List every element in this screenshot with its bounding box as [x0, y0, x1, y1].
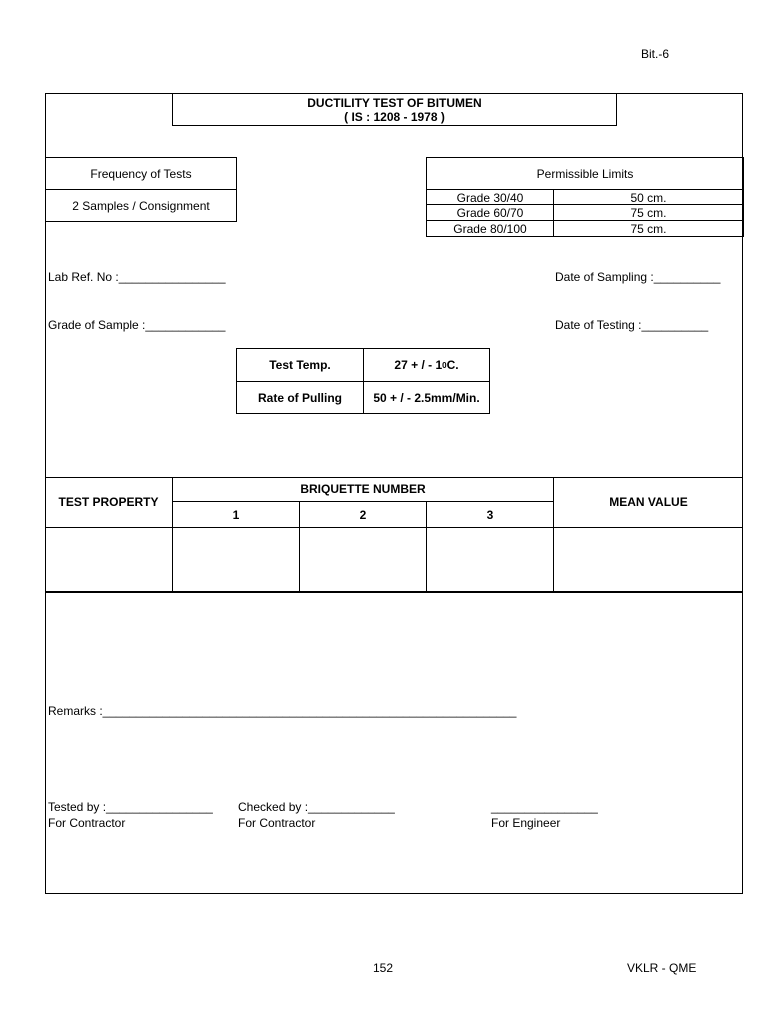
engineer-for-label: For Engineer [491, 816, 561, 830]
limits-label-box [426, 157, 744, 190]
page-number: 152 [373, 961, 394, 975]
limit-value-1: 50 cm. [630, 190, 667, 205]
test-temp-value: 27 + / - 1 0 C. [394, 358, 459, 372]
result-property-cell[interactable] [46, 528, 172, 591]
briquette-col-3: 3 [486, 507, 494, 522]
briquette-header: BRIQUETTE NUMBER [300, 482, 426, 496]
limit-value-2: 75 cm. [630, 205, 667, 220]
result-briquette-3-cell[interactable] [427, 528, 553, 591]
lab-ref-field[interactable]: Lab Ref. No :________________ [48, 270, 226, 284]
limit-grade-3: Grade 80/100 [453, 221, 527, 236]
checked-for-label: For Contractor [238, 816, 316, 830]
result-briquette-1-cell[interactable] [173, 528, 299, 591]
form-title: DUCTILITY TEST OF BITUMEN [307, 95, 482, 110]
result-mean-cell[interactable] [554, 528, 743, 591]
document-code: Bit.-6 [641, 47, 670, 61]
date-testing-field[interactable]: Date of Testing :__________ [555, 318, 709, 332]
test-property-header: TEST PROPERTY [58, 495, 159, 509]
checked-by-field[interactable]: Checked by :_____________ [238, 800, 395, 814]
title-box [172, 93, 617, 126]
mean-value-header: MEAN VALUE [609, 495, 688, 509]
limits-label: Permissible Limits [536, 166, 634, 181]
frequency-label: Frequency of Tests [90, 166, 192, 181]
footer-ref: VKLR - QME [627, 961, 697, 975]
limit-grade-2: Grade 60/70 [456, 205, 524, 220]
date-sampling-field[interactable]: Date of Sampling :__________ [555, 270, 721, 284]
grade-sample-field[interactable]: Grade of Sample :____________ [48, 318, 226, 332]
tested-for-label: For Contractor [48, 816, 126, 830]
test-temp-label: Test Temp. [269, 358, 331, 372]
remarks-field[interactable]: Remarks :______________________________________________________________ [48, 704, 517, 718]
result-briquette-2-cell[interactable] [300, 528, 426, 591]
briquette-col-2: 2 [359, 507, 367, 522]
conditions-table [236, 348, 490, 414]
limits-table [426, 189, 744, 237]
frequency-value: 2 Samples / Consignment [72, 198, 210, 213]
limit-value-3: 75 cm. [630, 221, 667, 236]
limit-grade-1: Grade 30/40 [456, 190, 524, 205]
pull-rate-label: Rate of Pulling [258, 390, 342, 405]
tested-by-field[interactable]: Tested by :________________ [48, 800, 213, 814]
briquette-col-1: 1 [232, 507, 240, 522]
form-standard: ( IS : 1208 - 1978 ) [344, 109, 445, 124]
frequency-value-box [45, 189, 237, 222]
pull-rate-value: 50 + / - 2.5mm/Min. [373, 390, 480, 405]
engineer-signature-field[interactable]: ________________ [491, 800, 598, 814]
frequency-label-box [45, 157, 237, 190]
